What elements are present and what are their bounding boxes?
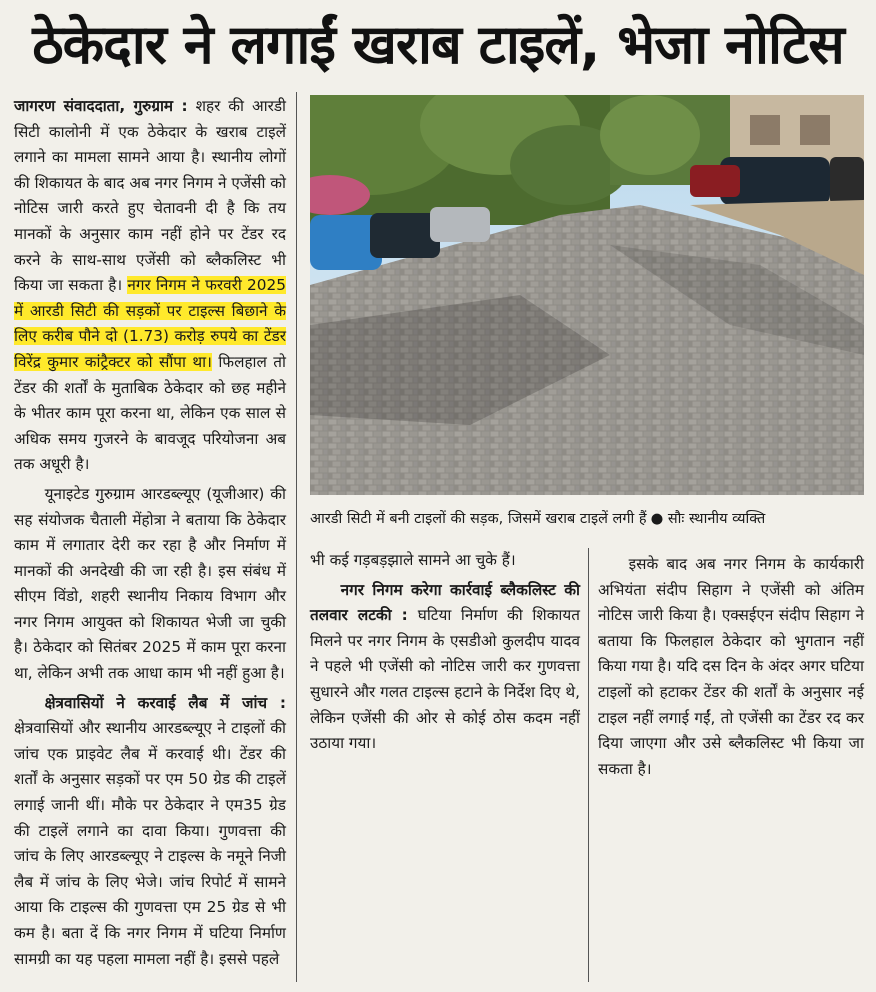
paragraph-2: यूनाइटेड गुरुग्राम आरडब्ल्यूए (यूजीआर) की सह संयोजक चैताली मेंहोत्रा ने बताया कि ठेकेदार काम में लगातार देरी कर रहा है और निर्माण में मानकों की अनदेखी की जा रही है। इस संबंध में सीएम विंडो, शहरी स्थानीय निकाय विभाग और नगर निगम आयुक्त को शिकायत भेजी जा चुकी है। ठेकेदार को सितंबर 2025 में काम पूरा करना था, लेकिन अभी तक आधा काम भी नहीं हुआ है। [14, 484, 286, 683]
lead-text: शहर की आरडी सिटी कालोनी में एक ठेकेदार के खराब टाइलें लगाने का मामला सामने आया है। स्थानीय लोगों की शिकायत के बाद अब नगर निगम ने एजेंसी को नोटिस जारी करते हुए चेतावनी दी है कि तय मानकों के अनुसार काम नहीं होने पर टेंडर रद करने के साथ-साथ एजेंसी को ब्लैकलिस्ट भी किया जा सकता है। [14, 97, 287, 295]
paragraph-3: क्षेत्रवासियों और स्थानीय आरडब्ल्यूए ने टाइलों की जांच एक प्राइवेट लैब में करवाई थी। टेंडर की शर्तों के अनुसार सड़कों पर एम 50 ग्रेड की टाइलें लगाई जानी थीं। मौके पर ठेकेदार ने एम35 ग्रेड की टाइलें लगाने का दावा किया। गुणवत्ता की जांच के लिए आरडब्ल्यूए ने टाइल्स के नमूने निजी लैब में जांच के लिए भेजे। जांच रिपोर्ट में सामने आया कि टाइल्स की गुणवत्ता एम 25 ग्रेड से भी कम है। बता दें कि नगर निगम में घटिया निर्माण सामग्री का यह पहला मामला नहीं है। इससे पहले [14, 719, 286, 968]
lead-tail: फिलहाल तो टेंडर की शर्तों के मुताबिक ठेकेदार को छह महीने के भीतर काम पूरा करना था, लेकिन एक साल से अधिक समय गुजरने के बावजूद परियोजना अब तक अधूरी है। [14, 352, 286, 474]
column-divider [296, 92, 297, 982]
paragraph-4-start [310, 578, 580, 757]
article-column-2 [310, 548, 580, 757]
paragraph-5: इसके बाद अब नगर निगम के कार्यकारी अभियंता संदीप सिहाग ने एजेंसी को अंतिम नोटिस जारी किया है। एक्सईएन संदीप सिहाग ने बताया कि फिलहाल ठेकेदार को भुगतान नहीं किया गया है। यदि दस दिन के अंदर अगर घटिया टाइलों को हटाकर टेंडर की शर्तों के अनुसार नई टाइल नहीं लगाई गईं, तो एजेंसी का टेंडर रद कर दिया जाएगा और उसे ब्लैकलिस्ट भी किया जा सकता है। [598, 555, 864, 778]
lead-paragraph [14, 94, 286, 478]
road-photo [310, 95, 864, 495]
photo-credit: ● सौः स्थानीय व्यक्ति [650, 511, 766, 527]
headline: ठेकेदार ने लगाईं खराब टाइलें, भेजा नोटिस [32, 13, 844, 76]
highlighted-text: नगर निगम ने फरवरी 2025 में आरडी सिटी की सड़कों पर टाइल्स बिछाने के लिए करीब पौने दो (1.73) करोड़ रुपये का टेंडर विरेंद्र कुमार कांट्रैक्टर को सौंपा था। [14, 276, 286, 371]
subhead-lab-test: क्षेत्रवासियों ने करवाई लैब में जांच : [44, 693, 286, 712]
caption-text: आरडी सिटी में बनी टाइलों की सड़क, जिसमें खराब टाइलें लगी हैं [310, 511, 647, 527]
paragraph-3-start [14, 691, 286, 973]
paragraph-3-continued: भी कई गड़बड़झाले सामने आ चुके हैं। [310, 551, 516, 569]
photo-caption [310, 505, 864, 533]
article-column-3 [598, 548, 864, 782]
byline: जागरण संवाददाता, गुरुग्राम : [14, 97, 188, 115]
subhead-blacklist: नगर निगम करेगा कार्रवाई ब्लैकलिस्ट की तलवार लटकी : [310, 580, 580, 625]
paragraph-4: घटिया निर्माण की शिकायत मिलने पर नगर निगम के एसडीओ कुलदीप यादव ने पहले भी एजेंसी को नोटिस जारी कर गुणवत्ता सुधारने और गलत टाइल्स हटाने के निर्देश दिए थे, लेकिन एजेंसी की ओर से कोई ठोस कदम नहीं उठाया गया। [310, 606, 580, 753]
article-column-1 [14, 94, 286, 972]
column-divider [588, 548, 589, 982]
paragraph-3-cont [310, 548, 580, 574]
